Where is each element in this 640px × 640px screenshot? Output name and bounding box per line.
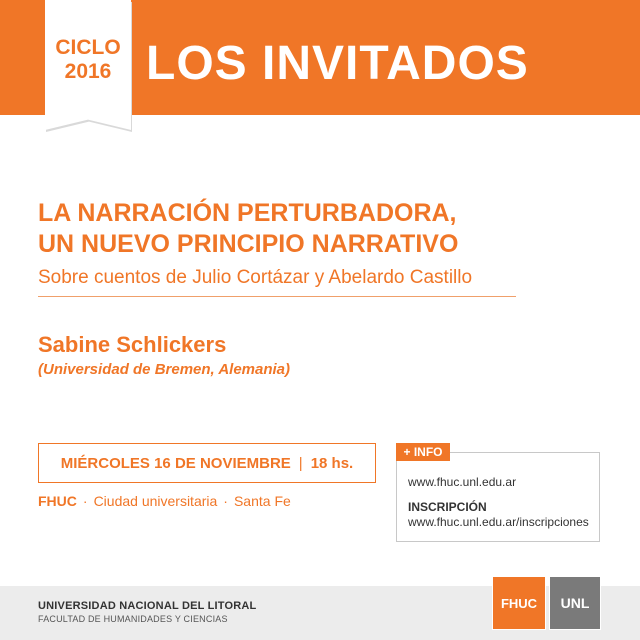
- faculty-name: FACULTAD DE HUMANIDADES Y CIENCIAS: [38, 614, 228, 624]
- event-time: 18 hs.: [310, 454, 354, 472]
- talk-title: [38, 198, 598, 260]
- venue: [38, 492, 291, 510]
- venue-city: Santa Fe: [233, 493, 291, 509]
- series-title: LOS INVITADOS: [146, 37, 529, 90]
- talk-title-line-1: LA NARRACIÓN PERTURBADORA,: [38, 199, 457, 227]
- registration-label: INSCRIPCIÓN: [408, 500, 487, 514]
- unl-logo: UNL: [549, 576, 601, 630]
- university-name: UNIVERSIDAD NACIONAL DEL LITORAL: [38, 600, 257, 612]
- venue-dot-1: ·: [82, 493, 88, 509]
- cycle-year: 2016: [64, 60, 112, 83]
- venue-place: Ciudad universitaria: [93, 493, 218, 509]
- talk-subtitle: Sobre cuentos de Julio Cortázar y Abelardo Castillo: [38, 267, 473, 288]
- date-separator: |: [298, 454, 303, 472]
- event-date: MIÉRCOLES 16 DE NOVIEMBRE: [60, 454, 291, 472]
- cycle-label: [45, 36, 131, 84]
- venue-org: FHUC: [38, 493, 77, 509]
- info-tab: + INFO: [396, 443, 450, 461]
- speaker-affiliation: (Universidad de Bremen, Alemania): [38, 361, 291, 378]
- talk-title-line-2: UN NUEVO PRINCIPIO NARRATIVO: [38, 230, 459, 258]
- cycle-word: CICLO: [55, 36, 121, 59]
- registration-url[interactable]: www.fhuc.unl.edu.ar/inscripciones: [408, 515, 589, 529]
- venue-dot-2: ·: [223, 493, 228, 509]
- info-url[interactable]: www.fhuc.unl.edu.ar: [408, 475, 517, 489]
- date-time-box: [38, 443, 376, 483]
- speaker-name: Sabine Schlickers: [38, 332, 227, 357]
- divider: [38, 296, 516, 297]
- fhuc-logo: FHUC: [492, 576, 546, 630]
